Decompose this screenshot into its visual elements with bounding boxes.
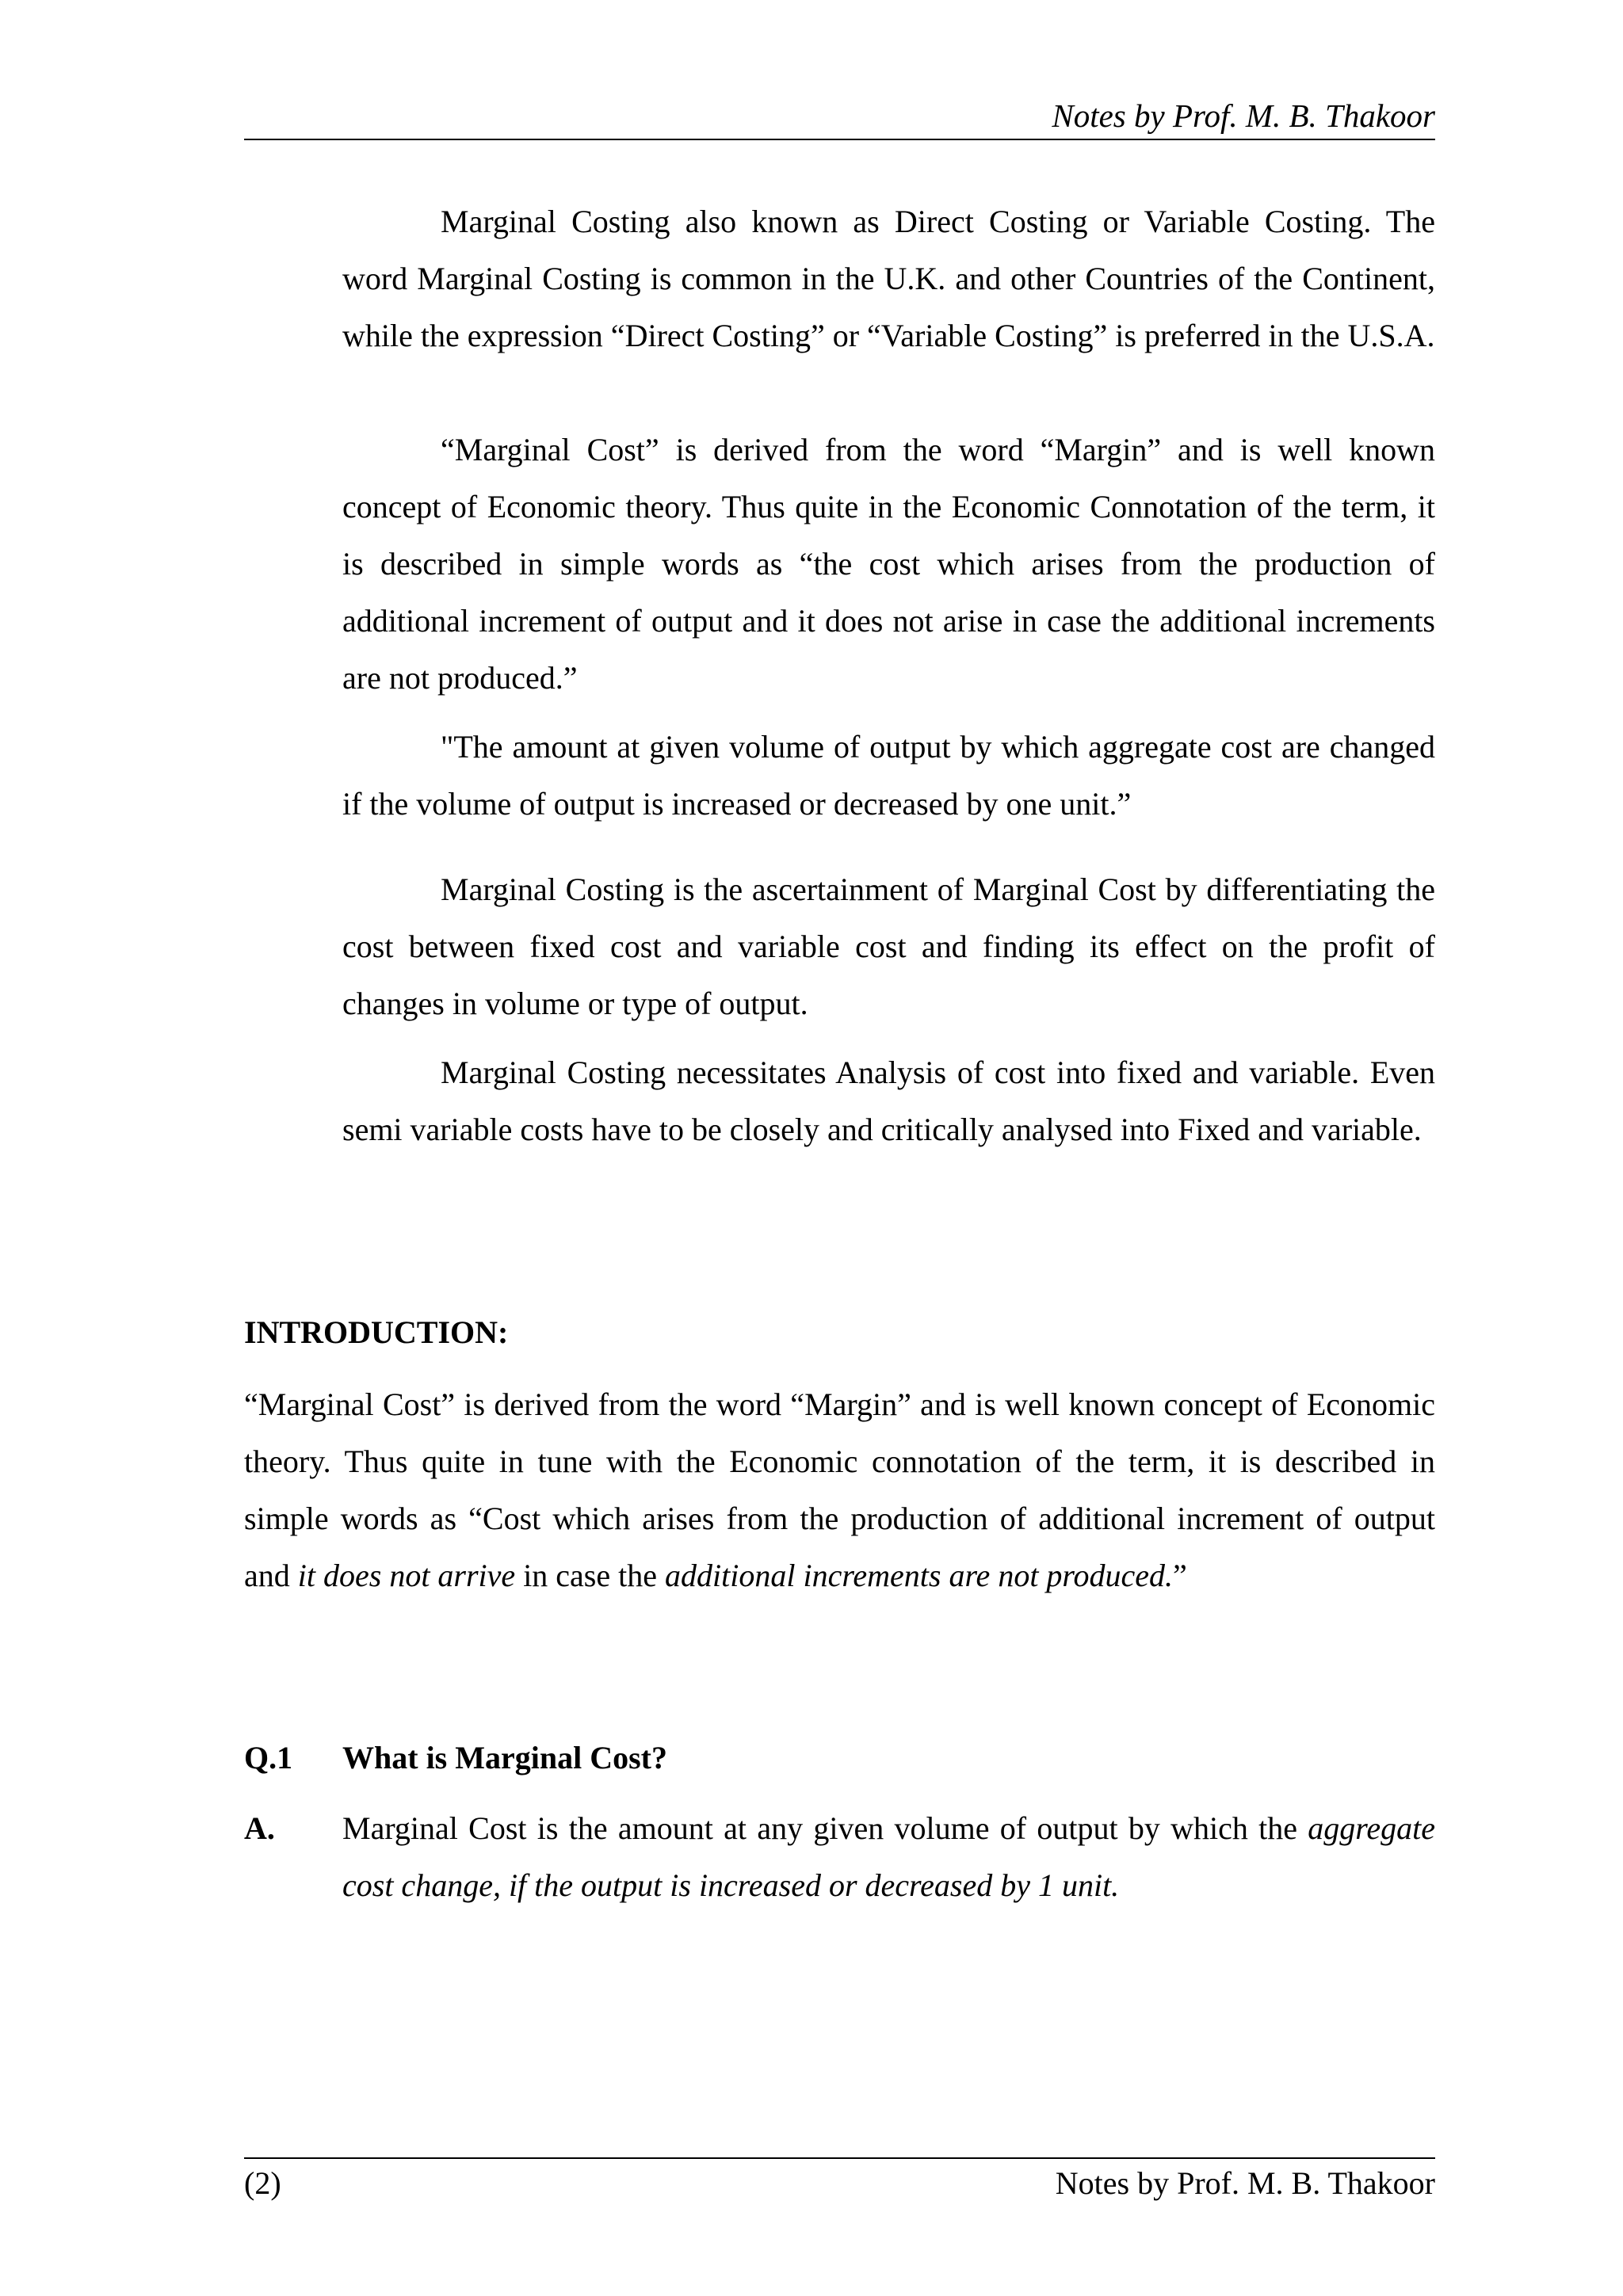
introduction-paragraph xyxy=(244,1376,1435,1604)
definition-paragraph-4 xyxy=(342,861,1435,1032)
question-number: Q.1 xyxy=(244,1740,293,1775)
definition-paragraph-1 xyxy=(342,193,1435,364)
definition-paragraph-3 xyxy=(342,719,1435,833)
answer-text xyxy=(342,1800,1435,1914)
paragraph-text: “Marginal Cost” is derived from the word “Margin” and is well known concept of Economic theory. Thus quite in the Economic Connotation of the term, it is described in simple words as “the cost which arises from the production of additional increment of output and it does not arise in case the additional increments are not produced.” xyxy=(342,432,1435,696)
answer-italic: aggregate cost change, if the output is increased or decreased by 1 unit. xyxy=(342,1810,1435,1903)
intro-text-part3: ” xyxy=(1173,1558,1187,1593)
answer-label: A. xyxy=(244,1810,275,1846)
paragraph-text: Marginal Costing is the ascertainment of Marginal Cost by differentiating the cost between fixed cost and variable cost and finding its effect on the profit of changes in volume or type of output. xyxy=(342,871,1435,1021)
footer-rule xyxy=(244,2157,1435,2159)
intro-text-part2: in case the xyxy=(515,1558,665,1593)
page-header: Notes by Prof. M. B. Thakoor xyxy=(1052,97,1435,134)
question-text: What is Marginal Cost? xyxy=(342,1740,667,1775)
intro-italic-1: it does not arrive xyxy=(297,1558,516,1593)
answer-paragraph xyxy=(342,1800,1435,1914)
paragraph-text: Marginal Costing necessitates Analysis of cost into fixed and variable. Even semi variable costs have to be closely and critically analysed into Fixed and variable. xyxy=(342,1055,1435,1147)
page-number: (2) xyxy=(244,2165,281,2201)
intro-text-part1: “Marginal Cost” is derived from the word “Margin” and is well known concept of Economic theory. Thus quite in tune with the Economic connotation of the term, it is described in simple words as “Cost which arises from the production of additional increment of output and xyxy=(244,1386,1435,1593)
introduction-heading: INTRODUCTION: xyxy=(244,1314,509,1350)
definition-paragraph-2 xyxy=(342,421,1435,707)
intro-italic-2: additional increments are not produced. xyxy=(665,1558,1174,1593)
paragraph-text: "The amount at given volume of output by which aggregate cost are changed if the volume of output is increased or decreased by one unit.” xyxy=(342,729,1435,822)
paragraph-text: Marginal Costing also known as Direct Costing or Variable Costing. The word Marginal Costing is common in the U.K. and other Countries of the Continent, while the expression “Direct Costing” or “Variable Costing” is preferred in the U.S.A. xyxy=(342,204,1435,353)
header-rule xyxy=(244,139,1435,140)
definition-paragraph-5 xyxy=(342,1044,1435,1158)
introduction-text xyxy=(244,1376,1435,1604)
answer-part1: Marginal Cost is the amount at any given volume of output by which the xyxy=(342,1810,1308,1846)
page-footer: Notes by Prof. M. B. Thakoor xyxy=(1055,2165,1435,2201)
